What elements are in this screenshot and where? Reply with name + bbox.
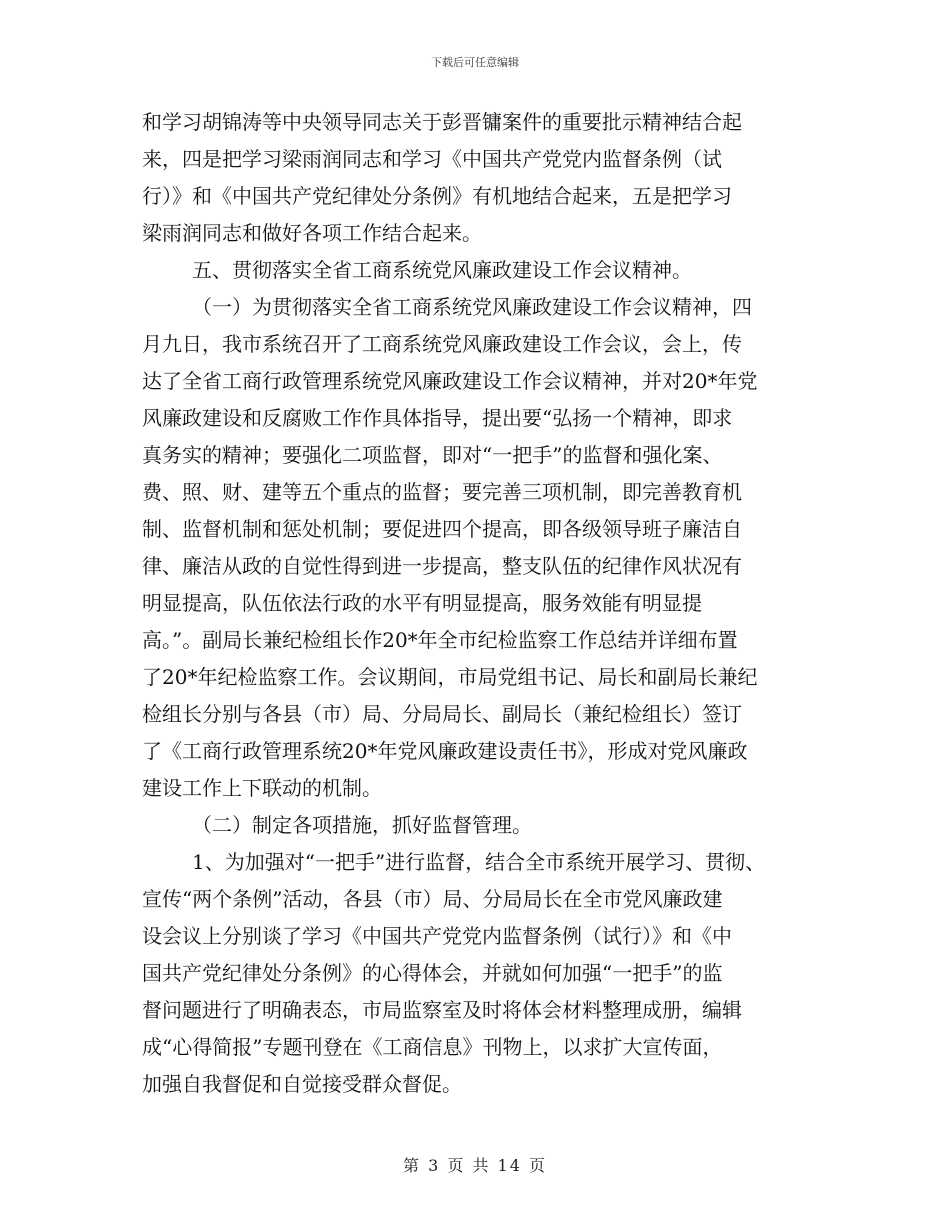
text-line: 建设工作上下联动的机制。: [142, 776, 382, 800]
text-line: 梁雨润同志和做好各项工作结合起来。: [142, 221, 482, 245]
text-line: 制、监督机制和惩处机制；要促进四个提高，即各级领导班子廉洁自: [142, 517, 742, 541]
subsection-heading: （一）为贯彻落实全省工商系统党风廉政建设工作会议精神，四: [192, 295, 752, 319]
text-line: 和学习胡锦涛等中央领导同志关于彭晋镛案件的重要批示精神结合起: [142, 110, 742, 134]
text-line: 督问题进行了明确表态，市局监察室及时将体会材料整理成册，编辑: [142, 998, 742, 1022]
text-line: 设会议上分别谈了学习《中国共产党党内监督条例（试行）》和《中: [142, 924, 732, 948]
body-text: [142, 104, 822, 1103]
text-line: 律、廉洁从政的自觉性得到进一步提高，整支队伍的纪律作风状况有: [142, 554, 742, 578]
text-line: 费、照、财、建等五个重点的监督；要完善三项机制，即完善教育机: [142, 480, 742, 504]
text-line: 加强自我督促和自觉接受群众督促。: [142, 1072, 462, 1096]
page-footer: 第 3 页 共 14 页: [403, 1156, 547, 1175]
text-line: 月九日，我市系统召开了工商系统党风廉政建设工作会议，会上，传: [142, 332, 742, 356]
text-line: 来，四是把学习梁雨润同志和学习《中国共产党党内监督条例（试: [142, 147, 722, 171]
text-line: 高。”。副局长兼纪检组长作20*年全市纪检监察工作总结并详细布置: [142, 628, 738, 652]
text-line: 风廉政建设和反腐败工作作具体指导，提出要“弘扬一个精神，即求: [142, 406, 733, 430]
text-line: 了《工商行政管理系统20*年党风廉政建设责任书》，形成对党风廉政: [142, 739, 748, 763]
page-header: 下载后可任意编辑: [431, 56, 519, 69]
text-line: 了20*年纪检监察工作。会议期间，市局党组书记、局长和副局长兼纪: [142, 665, 758, 689]
subsection-heading: （二）制定各项措施，抓好监督管理。: [192, 813, 532, 837]
text-line: 真务实的精神；要强化二项监督，即对“一把手”的监督和强化案、: [142, 443, 723, 467]
text-line: 成“心得简报”专题刊登在《工商信息》刊物上，以求扩大宣传面，: [142, 1035, 723, 1059]
text-line: 达了全省工商行政管理系统党风廉政建设工作会议精神，并对20*年党: [142, 369, 758, 393]
text-line: 宣传“两个条例”活动，各县（市）局、分局局长在全市党风廉政建: [142, 887, 723, 911]
text-line: 明显提高，队伍依法行政的水平有明显提高，服务效能有明显提: [142, 591, 702, 615]
text-line: 检组长分别与各县（市）局、分局局长、副局长（兼纪检组长）签订: [142, 702, 742, 726]
paragraph-start: 1、为加强对“一把手”进行监督，结合全市系统开展学习、贯彻、: [192, 850, 766, 874]
text-line: 行）》和《中国共产党纪律处分条例》有机地结合起来，五是把学习: [142, 184, 732, 208]
text-line: 国共产党纪律处分条例》的心得体会，并就如何加强“一把手”的监: [142, 961, 723, 985]
section-heading: 五、贯彻落实全省工商系统党风廉政建设工作会议精神。: [192, 258, 692, 282]
